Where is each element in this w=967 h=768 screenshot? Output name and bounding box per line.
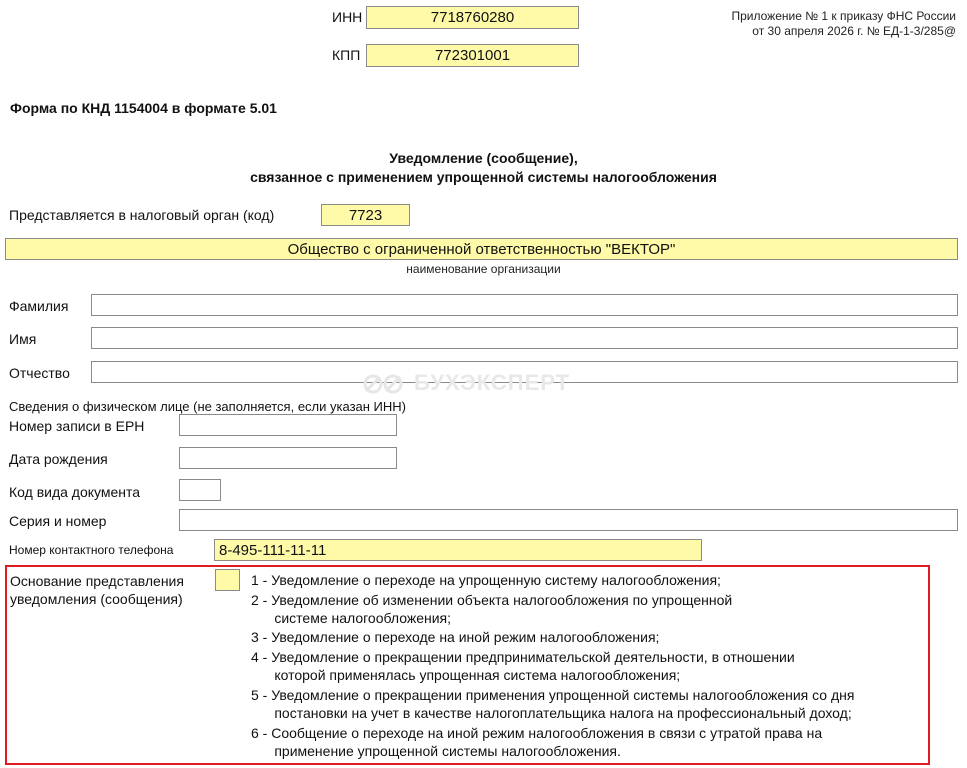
basis-option: применение упрощенной системы налогообложения. <box>251 743 621 759</box>
basis-option: системе налогообложения; <box>251 610 452 626</box>
basis-option: 2 - Уведомление об изменении объекта налогообложения по упрощенной <box>251 592 733 608</box>
patronymic-label: Отчество <box>9 365 70 381</box>
appendix-line-1: Приложение № 1 к приказу ФНС России <box>731 9 956 23</box>
inn-field[interactable]: 7718760280 <box>366 6 579 29</box>
tax-authority-label: Представляется в налоговый орган (код) <box>9 207 275 223</box>
birth-date-label: Дата рождения <box>9 451 108 467</box>
basis-option: 6 - Сообщение о переходе на иной режим налогообложения в связи с утратой права на <box>251 725 823 741</box>
phone-label: Номер контактного телефона <box>9 543 174 557</box>
basis-option: 1 - Уведомление о переходе на упрощенную систему налогообложения; <box>251 572 721 588</box>
basis-option: 3 - Уведомление о переходе на иной режим налогообложения; <box>251 629 660 645</box>
title-line-2: связанное с применением упрощенной системы налогообложения <box>250 169 717 185</box>
birth-date-field[interactable] <box>179 447 397 469</box>
page-title <box>0 149 967 187</box>
series-number-field[interactable] <box>179 509 958 531</box>
basis-option: постановки на учет в качестве налогоплательщика налога на профессиональный доход; <box>251 705 852 721</box>
ern-field[interactable] <box>179 414 397 436</box>
basis-label-line-2: уведомления (сообщения) <box>10 591 183 607</box>
phone-field[interactable]: 8-495-111-11-11 <box>214 539 702 561</box>
kpp-field[interactable]: 772301001 <box>366 44 579 67</box>
organization-name-field[interactable]: Общество с ограниченной ответственностью "ВЕКТОР" <box>5 238 958 260</box>
surname-field[interactable] <box>91 294 958 316</box>
inn-label: ИНН <box>332 9 363 25</box>
appendix-line-2: от 30 апреля 2026 г. № ЕД-1-3/285@ <box>752 24 956 38</box>
basis-label <box>10 572 184 608</box>
tax-authority-code-field[interactable]: 7723 <box>321 204 410 226</box>
basis-label-line-1: Основание представления <box>10 573 184 589</box>
individual-section-title: Сведения о физическом лице (не заполняется, если указан ИНН) <box>9 399 407 414</box>
kpp-label: КПП <box>332 47 361 63</box>
surname-label: Фамилия <box>9 298 69 314</box>
organization-caption: наименование организации <box>406 262 561 276</box>
doc-type-label: Код вида документа <box>9 484 141 500</box>
name-field[interactable] <box>91 327 958 349</box>
doc-type-field[interactable] <box>179 479 221 501</box>
watermark-text: БУХЭКСПЕРТ <box>414 370 571 395</box>
series-number-label: Серия и номер <box>9 513 107 529</box>
basis-option: которой применялась упрощенная система налогообложения; <box>251 667 681 683</box>
form-code: Форма по КНД 1154004 в формате 5.01 <box>10 100 277 116</box>
basis-option: 5 - Уведомление о прекращении применения упрощенной системы налогообложения со дня <box>251 687 855 703</box>
basis-option: 4 - Уведомление о прекращении предпринимательской деятельности, в отношении <box>251 649 795 665</box>
title-line-1: Уведомление (сообщение), <box>389 150 578 166</box>
name-label: Имя <box>9 331 37 347</box>
ern-label: Номер записи в ЕРН <box>9 418 145 434</box>
watermark-logo-icon <box>362 374 406 394</box>
watermark <box>362 370 570 396</box>
appendix-note <box>732 9 957 39</box>
basis-code-field[interactable] <box>215 569 240 591</box>
